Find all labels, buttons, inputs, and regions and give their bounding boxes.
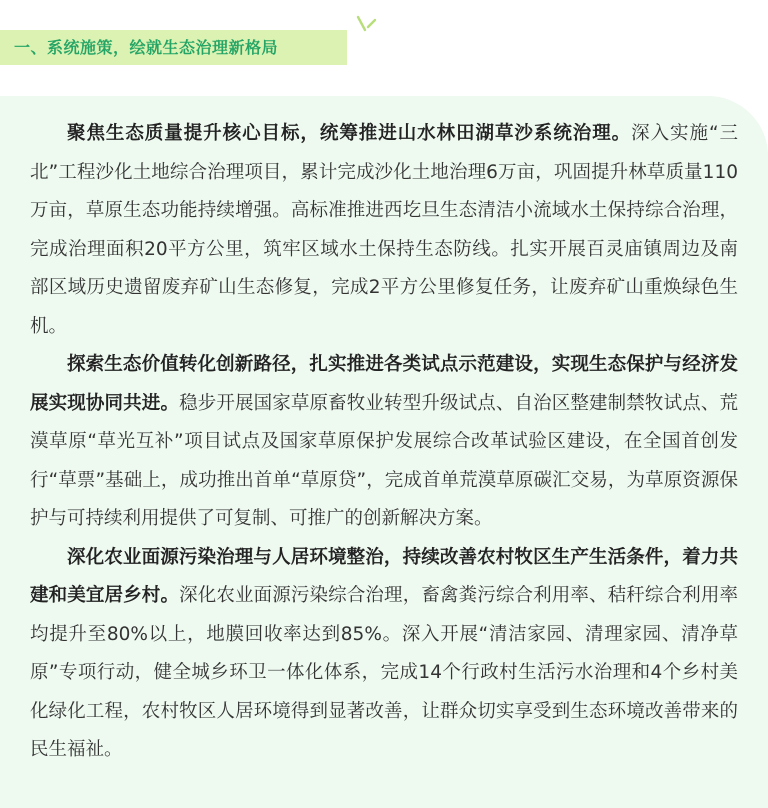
article-body <box>30 115 738 770</box>
paragraph-body: 深入实施“三北”工程沙化土地综合治理项目，累计完成沙化土地治理6万亩，巩固提升林草质量110万亩，草原生态功能持续增强。高标准推进西圪旦生态清洁小流域水土保持综合治理，完成治理面积20平方公里，筑牢区域水土保持生态防线。扎实开展百灵庙镇周边及南部区域历史遗留废弃矿山生态修复，完成2平方公里修复任务，让废弃矿山重焕绿色生机。 <box>30 123 738 337</box>
paragraph-lead: 深化农业面源污染治理与人居环境整治，持续改善农村牧区生产生活条件，着力共建和美宜居乡村。 <box>30 546 738 606</box>
paragraph-body: 深化农业面源污染综合治理，畜禽粪污综合利用率、秸秆综合利用率均提升至80%以上，地膜回收率达到85%。深入开展“清洁家园、清理家园、清净草原”专项行动，健全城乡环卫一体化体系，完成14个行政村生活污水治理和4个乡村美化绿化工程，农村牧区人居环境得到显著改善，让群众切实享受到生态环境改善带来的民生福祉。 <box>30 585 738 760</box>
section-heading: 一、系统施策，绘就生态治理新格局 <box>14 38 279 57</box>
paragraph-ecology-quality <box>30 115 738 346</box>
sparkle-icon <box>354 12 378 34</box>
paragraph-lead: 聚焦生态质量提升核心目标，统筹推进山水林田湖草沙系统治理。 <box>67 123 632 144</box>
paragraph-body: 稳步开展国家草原畜牧业转型升级试点、自治区整建制禁牧试点、荒漠草原“草光互补”项目试点及国家草原保护发展综合改革试验区建设，在全国首创发行“草票”基础上，成功推出首单“草原贷”，完成首单荒漠草原碳汇交易，为草原资源保护与可持续利用提供了可复制、可推广的创新解决方案。 <box>30 392 738 529</box>
paragraph-rural-environment <box>30 539 738 770</box>
paragraph-lead: 探索生态价值转化创新路径，扎实推进各类试点示范建设，实现生态保护与经济发展实现协同共进。 <box>30 354 738 414</box>
paragraph-ecology-value <box>30 346 738 539</box>
section-heading-banner <box>0 30 347 65</box>
